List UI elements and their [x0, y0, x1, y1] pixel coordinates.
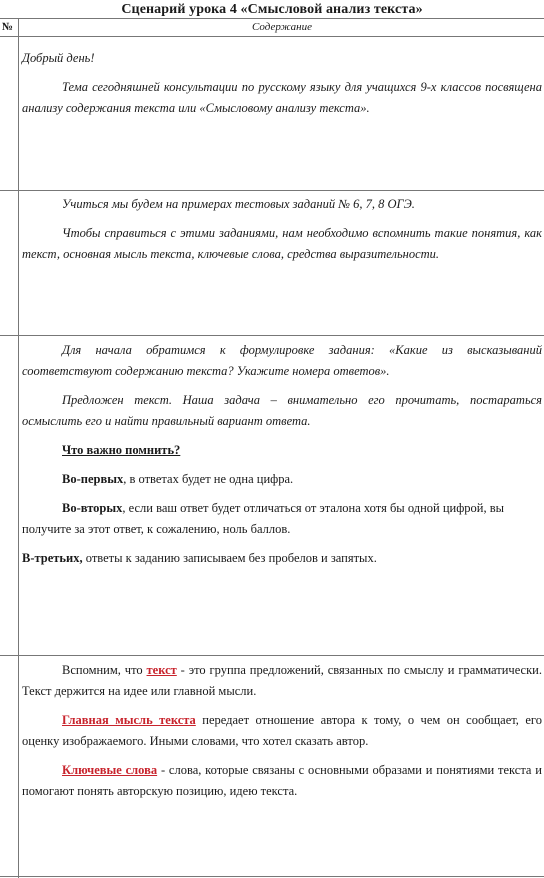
row-rule-3 — [0, 655, 544, 656]
text-definition-lead: Вспомним, что — [62, 663, 147, 677]
column-divider — [18, 18, 19, 878]
row-rule-1 — [0, 190, 544, 191]
third-point-text: ответы к заданию записываем без пробелов и запятых. — [82, 551, 377, 565]
first-point-label: Во-первых — [62, 472, 124, 486]
task-formulation-text: Для начала обратимся к формулировке задания: «Какие из высказываний соответствуют содержанию текста? Укажите номера ответов». — [22, 343, 542, 378]
number-column-header: № — [2, 21, 14, 33]
remember-heading: Что важно помнить? — [62, 443, 181, 457]
term-main-idea: Главная мысль текста — [62, 713, 196, 727]
row-3-content — [22, 340, 542, 569]
content-column-header: Содержание — [251, 21, 312, 33]
table-top-rule — [0, 18, 544, 19]
term-keywords: Ключевые слова — [62, 763, 158, 777]
row-rule-2 — [0, 335, 544, 336]
second-point-text: , если ваш ответ будет отличаться от эталона хотя бы одной цифрой, вы получите за этот ответ, к сожалению, ноль баллов. — [22, 501, 505, 536]
row-1-content — [22, 48, 542, 119]
second-point-label: Во-вторых — [62, 501, 123, 515]
third-point-label: В-третьих, — [22, 551, 83, 565]
table-bottom-rule — [0, 876, 544, 877]
lesson-table — [0, 18, 544, 878]
main-idea-body: передает отношение автора к тому, о чем он сообщает, его оценку изображаемого. Иными словами, что хотел сказать автор. — [22, 713, 542, 748]
intro-text: Тема сегодняшней консультации по русскому языку для учащихся 9-х классов посвящена анализу содержания текста или «Смысловому анализу текста». — [22, 80, 542, 115]
text-definition — [22, 660, 542, 702]
text-definition-body: - это группа предложений, связанных по смыслу и грамматически. Текст держится на идее или главной мысли. — [22, 663, 542, 698]
greeting-text: Добрый день! — [22, 51, 95, 65]
header-rule — [0, 36, 544, 37]
first-point-text: , в ответах будет не одна цифра. — [123, 472, 294, 486]
first-point — [22, 469, 542, 490]
second-point — [22, 498, 542, 540]
keywords-definition — [22, 760, 542, 802]
task-goal-text: Предложен текст. Наша задача – внимательно его прочитать, постараться осмыслить его и найти правильный вариант ответа. — [22, 393, 542, 428]
row-2-content — [22, 194, 542, 265]
third-point — [22, 548, 542, 569]
document-title: Сценарий урока 4 «Смысловой анализ текста» — [121, 2, 423, 17]
row-4-content — [22, 660, 542, 802]
keywords-body: - слова, которые связаны с основными образами и понятиями текста и помогают понять авторскую позицию, идею текста. — [22, 763, 542, 798]
main-idea-definition — [22, 710, 542, 752]
term-text: текст — [146, 663, 177, 677]
concepts-text: Чтобы справиться с этими заданиями, нам необходимо вспомнить такие понятия, как текст, основная мысль текста, ключевые слова, средства выразительности. — [22, 226, 542, 261]
tasks-text: Учиться мы будем на примерах тестовых заданий № 6, 7, 8 ОГЭ. — [62, 197, 415, 211]
